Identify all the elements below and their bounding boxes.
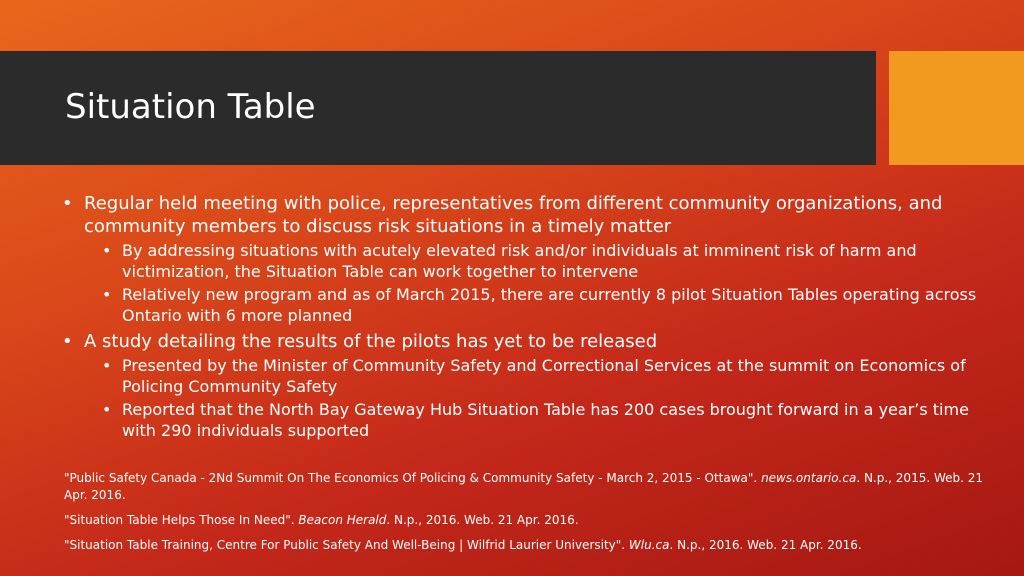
reference-source: Beacon Herald bbox=[298, 513, 387, 527]
bullet-text: Regular held meeting with police, representatives from different community organizations, and community members to discuss risk situations in a timely matter bbox=[84, 193, 943, 237]
reference-item bbox=[64, 470, 984, 504]
sub-bullet-item bbox=[62, 284, 1002, 326]
accent-box bbox=[889, 51, 1024, 165]
sub-bullet-item bbox=[62, 399, 1002, 441]
bullet-dot-icon: • bbox=[62, 193, 73, 214]
reference-text: . N.p., 2015. Web. 21 Apr. 2016. bbox=[64, 471, 984, 502]
bullet-dot-icon: • bbox=[102, 241, 112, 260]
bullet-dot-icon: • bbox=[62, 331, 73, 352]
references bbox=[64, 470, 984, 562]
sub-bullet-text: Reported that the North Bay Gateway Hub Situation Table has 200 cases brought forward in a year’s time with 290 individuals supported bbox=[122, 400, 969, 440]
sub-bullet-text: Relatively new program and as of March 2015, there are currently 8 pilot Situation Tables operating across Ontario with 6 more planned bbox=[122, 285, 977, 325]
bullet-item bbox=[62, 330, 1002, 353]
bullet-group-2 bbox=[62, 330, 1002, 441]
reference-text: "Public Safety Canada - 2Nd Summit On The Economics Of Policing & Community Safety - March 2, 2015 - Ottawa". bbox=[64, 471, 762, 485]
sub-bullet-text: By addressing situations with acutely elevated risk and/or individuals at imminent risk of harm and victimization, the Situation Table can work together to intervene bbox=[122, 241, 917, 281]
slide-title: Situation Table bbox=[65, 87, 316, 127]
reference-text: . N.p., 2016. Web. 21 Apr. 2016. bbox=[386, 513, 579, 527]
reference-item bbox=[64, 512, 984, 529]
reference-source: Wlu.ca bbox=[628, 538, 670, 552]
bullet-dot-icon: • bbox=[102, 285, 112, 304]
slide-content bbox=[62, 192, 1002, 445]
bullet-group-1 bbox=[62, 192, 1002, 326]
sub-bullet-item bbox=[62, 355, 1002, 397]
bullet-text: A study detailing the results of the pilots has yet to be released bbox=[84, 331, 658, 352]
sub-bullet-item bbox=[62, 240, 1002, 282]
reference-item bbox=[64, 537, 984, 554]
bullet-dot-icon: • bbox=[102, 356, 112, 375]
bullet-dot-icon: • bbox=[102, 400, 112, 419]
bullet-item bbox=[62, 192, 1002, 238]
sub-bullet-text: Presented by the Minister of Community Safety and Correctional Services at the summit on Economics of Policing Community Safety bbox=[122, 356, 966, 396]
reference-text: "Situation Table Training, Centre For Public Safety And Well-Being | Wilfrid Laurier University". bbox=[64, 538, 629, 552]
reference-source: news.ontario.ca bbox=[761, 471, 857, 485]
reference-text: "Situation Table Helps Those In Need". bbox=[64, 513, 299, 527]
reference-text: . N.p., 2016. Web. 21 Apr. 2016. bbox=[669, 538, 862, 552]
